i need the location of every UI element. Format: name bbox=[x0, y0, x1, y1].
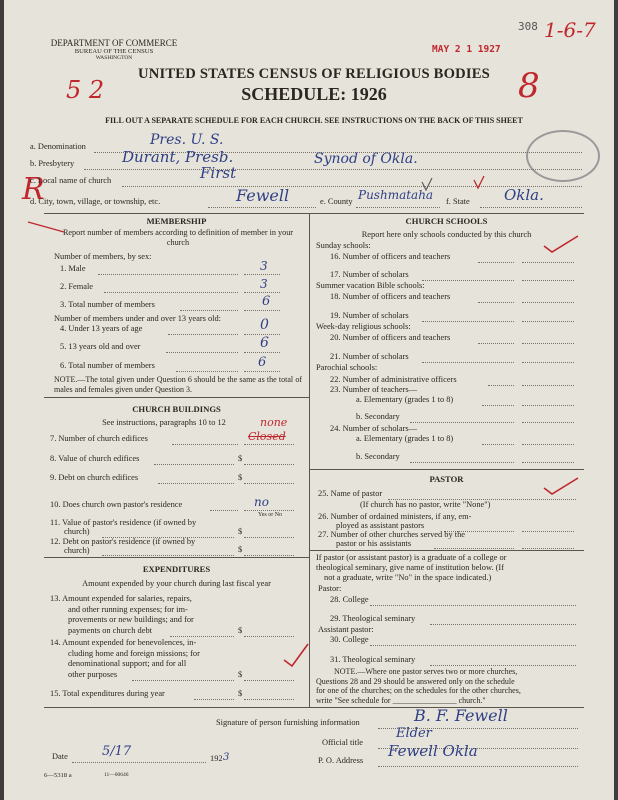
q3-value: 6 bbox=[262, 294, 271, 309]
weekday-schools-label: Week-day religious schools: bbox=[316, 322, 411, 331]
q23a-label: a. Elementary (grades 1 to 8) bbox=[356, 395, 454, 404]
q11-label-a: 11. Value of pastor's residence (if owned by bbox=[50, 518, 197, 527]
q13-line4: payments on church debt bbox=[68, 625, 152, 635]
q21-label: 21. Number of scholars bbox=[330, 352, 409, 361]
q25-label: 25. Name of pastor bbox=[318, 489, 383, 498]
po-address-line bbox=[378, 766, 578, 767]
church-name-value: First bbox=[200, 164, 237, 182]
grad-line2: theological seminary, give name of institution below. (If bbox=[316, 563, 504, 572]
dept-line3: WASHINGTON bbox=[95, 55, 133, 61]
po-address-label: P. O. Address bbox=[318, 756, 364, 765]
membership-title: MEMBERSHIP bbox=[146, 216, 207, 226]
q15-dollar: $ bbox=[238, 689, 243, 698]
q24b-label: b. Secondary bbox=[356, 452, 400, 461]
q11-dollar: $ bbox=[238, 527, 243, 536]
q31-label: 31. Theological seminary bbox=[330, 655, 416, 664]
q2-value: 3 bbox=[260, 277, 268, 291]
q18-label: 18. Number of officers and teachers bbox=[330, 292, 451, 301]
signature-value: B. F. Fewell bbox=[414, 706, 508, 725]
q29-label: 29. Theological seminary bbox=[330, 614, 416, 623]
q5-label: 5. 13 years old and over bbox=[60, 342, 141, 351]
official-title-label: Official title bbox=[322, 738, 364, 747]
parochial-schools-label: Parochial schools: bbox=[316, 363, 378, 372]
dept-line2: BUREAU OF THE CENSUS bbox=[74, 48, 154, 55]
q14-dollar: $ bbox=[238, 670, 243, 679]
q13-line2: and other running expenses; for im- bbox=[68, 604, 188, 614]
yes-or-no-hint: Yes or No bbox=[258, 512, 283, 518]
date-value: 5/17 bbox=[102, 744, 132, 759]
q8-label: 8. Value of church edifices bbox=[50, 454, 140, 463]
pastor-note-1: NOTE.—Where one pastor serves two or more churches, bbox=[334, 667, 518, 676]
q24a-label: a. Elementary (grades 1 to 8) bbox=[356, 434, 454, 443]
q7-value-closed: Closed bbox=[248, 430, 286, 443]
county-value: Pushmataha bbox=[358, 188, 434, 202]
pastor-sub-label: Pastor: bbox=[318, 584, 342, 593]
q27-label-b: pastor or his assistants bbox=[336, 539, 412, 548]
county-label: e. County bbox=[320, 197, 353, 206]
q13-dollar: $ bbox=[238, 626, 243, 635]
q19-label: 19. Number of scholars bbox=[330, 311, 409, 320]
city-label: d. City, town, village, or township, etc. bbox=[30, 197, 161, 206]
q1-label: 1. Male bbox=[60, 264, 86, 273]
q12-dollar: $ bbox=[238, 545, 243, 554]
check-marks-layer bbox=[4, 0, 614, 800]
q7-value-none: none bbox=[260, 416, 288, 429]
presbytery-label: b. Presbytery bbox=[30, 159, 75, 168]
dept-line1: DEPARTMENT OF COMMERCE bbox=[50, 38, 178, 48]
q16-label: 16. Number of officers and teachers bbox=[330, 252, 451, 261]
red-mark-r: R bbox=[22, 172, 45, 207]
q6-label: 6. Total number of members bbox=[60, 361, 155, 370]
grad-line1: If pastor (or assistant pastor) is a graduate of a college or bbox=[316, 553, 507, 562]
presbytery-value: Durant, Presb. bbox=[122, 148, 234, 166]
check-mark-icon bbox=[284, 644, 308, 666]
q14-line2: cluding home and foreign missions; for bbox=[68, 648, 200, 658]
state-value: Okla. bbox=[504, 186, 544, 204]
print-number: 11—00646 bbox=[104, 772, 129, 778]
q17-label: 17. Number of scholars bbox=[330, 270, 409, 279]
q11-label-b: church) bbox=[64, 527, 90, 536]
check-mark-icon bbox=[474, 176, 484, 188]
state-label: f. State bbox=[446, 197, 470, 206]
grad-line3: not a graduate, write "No" in the space indicated.) bbox=[324, 573, 492, 582]
q8-dollar: $ bbox=[238, 454, 243, 463]
q13-line1: 13. Amount expended for salaries, repairs, bbox=[50, 594, 192, 603]
members-by-age: Number of members under and over 13 years old: bbox=[54, 314, 221, 323]
q12-label-b: church) bbox=[64, 546, 90, 555]
q14-line1: 14. Amount expended for benevolences, in- bbox=[50, 638, 197, 647]
q28-label: 28. College bbox=[330, 595, 369, 604]
schools-title: CHURCH SCHOOLS bbox=[405, 216, 488, 226]
synod-value: Synod of Okla. bbox=[314, 151, 418, 167]
q4-value: 0 bbox=[260, 317, 269, 333]
q20-label: 20. Number of officers and teachers bbox=[330, 333, 451, 342]
date-line bbox=[72, 762, 206, 763]
strike-mark-icon bbox=[28, 222, 64, 232]
membership-intro: Report number of members according to definition of member in your church bbox=[62, 228, 294, 247]
denomination-label: a. Denomination bbox=[30, 142, 86, 151]
q1-value: 3 bbox=[260, 259, 268, 273]
buildings-title: CHURCH BUILDINGS bbox=[132, 404, 221, 414]
q9-label: 9. Debt on church edifices bbox=[50, 473, 139, 482]
expenditures-title: EXPENDITURES bbox=[142, 564, 211, 574]
check-mark-icon bbox=[544, 478, 578, 494]
signature-label: Signature of person furnishing information bbox=[216, 718, 360, 727]
instruction-line: FILL OUT A SEPARATE SCHEDULE FOR EACH CHURCH. SEE INSTRUCTIONS ON THE BACK OF THIS SHEET bbox=[105, 116, 523, 125]
q6-value: 6 bbox=[258, 355, 267, 370]
sunday-schools-label: Sunday schools: bbox=[316, 241, 371, 250]
form-number: 6—5318 a bbox=[44, 772, 72, 779]
q25-note: (If church has no pastor, write "None") bbox=[360, 500, 491, 509]
q26-label-b: ployed as assistant pastors bbox=[336, 521, 425, 530]
schools-intro: Report here only schools conducted by this church bbox=[361, 230, 532, 239]
q2-label: 2. Female bbox=[60, 282, 94, 291]
q10-value: no bbox=[254, 495, 269, 509]
form-title: UNITED STATES CENSUS OF RELIGIOUS BODIES bbox=[138, 66, 490, 82]
q23-label: 23. Number of teachers— bbox=[330, 385, 417, 394]
q14-line3: denominational support; and for all bbox=[68, 659, 187, 668]
check-mark-icon bbox=[544, 236, 578, 252]
census-form-paper bbox=[4, 0, 614, 800]
q27-label-a: 27. Number of other churches served by the bbox=[318, 530, 465, 539]
q7-label: 7. Number of church edifices bbox=[50, 434, 148, 443]
assistant-pastor-label: Assistant pastor: bbox=[318, 625, 374, 634]
q15-label: 15. Total expenditures during year bbox=[50, 689, 165, 698]
q22-label: 22. Number of administrative officers bbox=[330, 375, 457, 384]
q12-label-a: 12. Debt on pastor's residence (if owned by bbox=[50, 537, 196, 546]
pastor-title: PASTOR bbox=[429, 474, 464, 484]
q9-dollar: $ bbox=[238, 473, 243, 482]
received-date-stamp: MAY 2 1 1927 bbox=[432, 44, 501, 55]
year-printed: 192 bbox=[210, 754, 223, 763]
po-address-value: Fewell Okla bbox=[388, 742, 478, 760]
pastor-note-3: for one of the churches; on the schedules for the other churches, bbox=[316, 686, 521, 696]
q4-label: 4. Under 13 years of age bbox=[60, 324, 143, 333]
red-mark-52: 5 2 bbox=[66, 76, 105, 104]
schedule-title: SCHEDULE: 1926 bbox=[241, 84, 387, 104]
handwritten-number: 1-6-7 bbox=[544, 18, 596, 42]
pastor-note-4: write "See schedule for ________________ church." bbox=[316, 695, 486, 705]
q30-label: 30. College bbox=[330, 635, 369, 644]
members-by-sex: Number of members, by sex: bbox=[54, 252, 152, 261]
check-mark-icon bbox=[422, 178, 432, 190]
city-value: Fewell bbox=[236, 186, 290, 205]
file-number-stamp: 308 bbox=[518, 20, 538, 33]
q24-label: 24. Number of scholars— bbox=[330, 424, 417, 433]
buildings-sub: See instructions, paragraphs 10 to 12 bbox=[102, 418, 226, 427]
membership-note: NOTE.—The total given under Question 6 should be the same as the total of males and females given under Question 3. bbox=[54, 375, 302, 394]
pastor-note-2: Questions 28 and 29 should be answered only on the schedule bbox=[316, 676, 515, 686]
church-name-label: c. Local name of church bbox=[30, 176, 112, 185]
q3-label: 3. Total number of members bbox=[60, 300, 155, 309]
q14-line4: other purposes bbox=[68, 669, 118, 679]
date-label: Date bbox=[52, 752, 68, 761]
expenditures-intro: Amount expended by your church during last fiscal year bbox=[82, 579, 271, 588]
official-title-value: Elder bbox=[396, 726, 432, 741]
q13-line3: provements or new buildings; and for bbox=[68, 615, 194, 624]
red-mark-8: 8 bbox=[518, 66, 540, 106]
q10-label: 10. Does church own pastor's residence bbox=[50, 500, 183, 509]
year-handwritten: 3 bbox=[223, 752, 230, 763]
q5-value: 6 bbox=[260, 335, 269, 351]
q26-label-a: 26. Number of ordained ministers, if any, em- bbox=[318, 512, 472, 521]
denomination-value: Pres. U. S. bbox=[150, 132, 224, 148]
q23b-label: b. Secondary bbox=[356, 412, 400, 421]
vacation-schools-label: Summer vacation Bible schools: bbox=[316, 281, 425, 290]
